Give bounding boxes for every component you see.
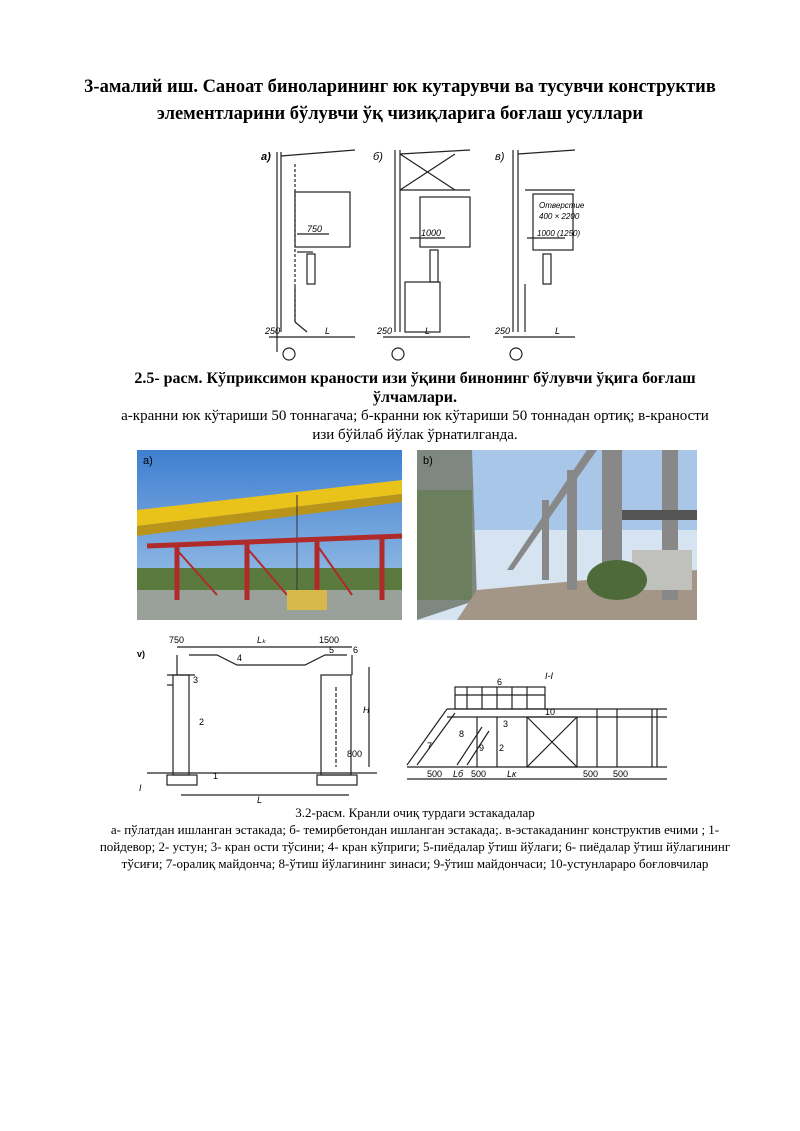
dim-500-c: 500 <box>583 769 599 779</box>
panel-label-v: v) <box>137 649 146 659</box>
page-title: 3-амалий иш. Саноат биноларининг юк кутарувчи ва тусувчи конструктив элементларини бўлувчи ўқ чизиқларига боғлаш усуллари <box>84 77 716 124</box>
panel-label-b: б) <box>373 151 383 163</box>
label-1: 1 <box>213 771 219 781</box>
dim-span-c: L <box>555 326 561 336</box>
label-3-right: 3 <box>503 719 509 729</box>
dim-span-bottom: L <box>257 795 263 805</box>
photo-concrete-trestle <box>417 450 697 620</box>
figure1-caption <box>120 369 710 445</box>
dim-250-c: 250 <box>495 326 511 336</box>
label-6-right: 6 <box>497 677 503 687</box>
dim-span-a: L <box>325 326 331 336</box>
dim-height: H <box>363 705 370 715</box>
figure-trestle-structure <box>137 627 677 805</box>
dim-span-top: Lₖ <box>257 635 266 645</box>
dim-750-left: 750 <box>169 635 185 645</box>
panel-label-c: в) <box>495 151 505 163</box>
dim-1000-1250: 1000 (1250) <box>537 229 581 238</box>
label-7: 7 <box>427 741 433 751</box>
panel-label-a: а) <box>261 151 271 163</box>
figure1-caption-desc: а-кранни юк кўтариши 50 тоннагача; б-кранни юк кўтариши 50 тоннадан ортиқ; в-краности изи бўйлаб йўлак ўрнатилганда. <box>121 408 709 443</box>
figure-crane-axis-binding <box>255 142 585 370</box>
photo-b-label: b) <box>423 455 433 467</box>
dim-1000: 1000 <box>421 228 442 238</box>
dim-500-b: 500 <box>471 769 487 779</box>
figure1-caption-title: 2.5- расм. Кўприксимон краности изи ўқини бинонинг бўлувчи ўқига боғлаш ўлчамлари. <box>134 370 696 406</box>
section-label: I-I <box>545 671 553 681</box>
label-4: 4 <box>237 653 243 663</box>
figure2-caption <box>95 804 735 872</box>
dim-750: 750 <box>307 224 323 234</box>
dim-lk: Lк <box>507 769 517 779</box>
dim-span-b: L <box>425 326 431 336</box>
axis-i: I <box>139 783 142 793</box>
label-5: 5 <box>329 645 335 655</box>
label-2: 2 <box>199 717 205 727</box>
dim-800: 800 <box>347 749 363 759</box>
opening-note-2: 400 × 2200 <box>539 212 580 221</box>
label-8: 8 <box>459 729 465 739</box>
figure2-caption-desc: а- пўлатдан ишланган эстакада; б- темирбетондан ишланган эстакада;. в-эстакаданинг конструктив ечими ; 1-пойдевор; 2- устун; 3- кран ости тўсини; 4- кран кўприги; 5-пиёдалар ўтиш йўлаги; 6- пиёдалар ўтиш йўлагининг тўсиғи; 7-оралиқ майдонча; 8-ўтиш йўлагининг зинаси; 9-ўтиш майдончаси; 10-устунлараро боғловчилар <box>99 822 731 871</box>
photo-steel-trestle <box>137 450 402 620</box>
dim-lb: Lб <box>453 769 464 779</box>
dim-250-a: 250 <box>265 326 281 336</box>
label-10: 10 <box>545 707 556 717</box>
dim-1500: 1500 <box>319 635 340 645</box>
label-3: 3 <box>193 675 199 685</box>
opening-note-1: Отверстие <box>539 201 585 210</box>
label-2-right: 2 <box>499 743 505 753</box>
label-9: 9 <box>479 743 485 753</box>
figure2-caption-title: 3.2-расм. Кранли очиқ турдаги эстакадалар <box>295 805 535 820</box>
dim-500-d: 500 <box>613 769 629 779</box>
photo-a-label: a) <box>143 455 153 467</box>
label-6: 6 <box>353 645 359 655</box>
dim-500-a: 500 <box>427 769 443 779</box>
dim-250-b: 250 <box>377 326 393 336</box>
